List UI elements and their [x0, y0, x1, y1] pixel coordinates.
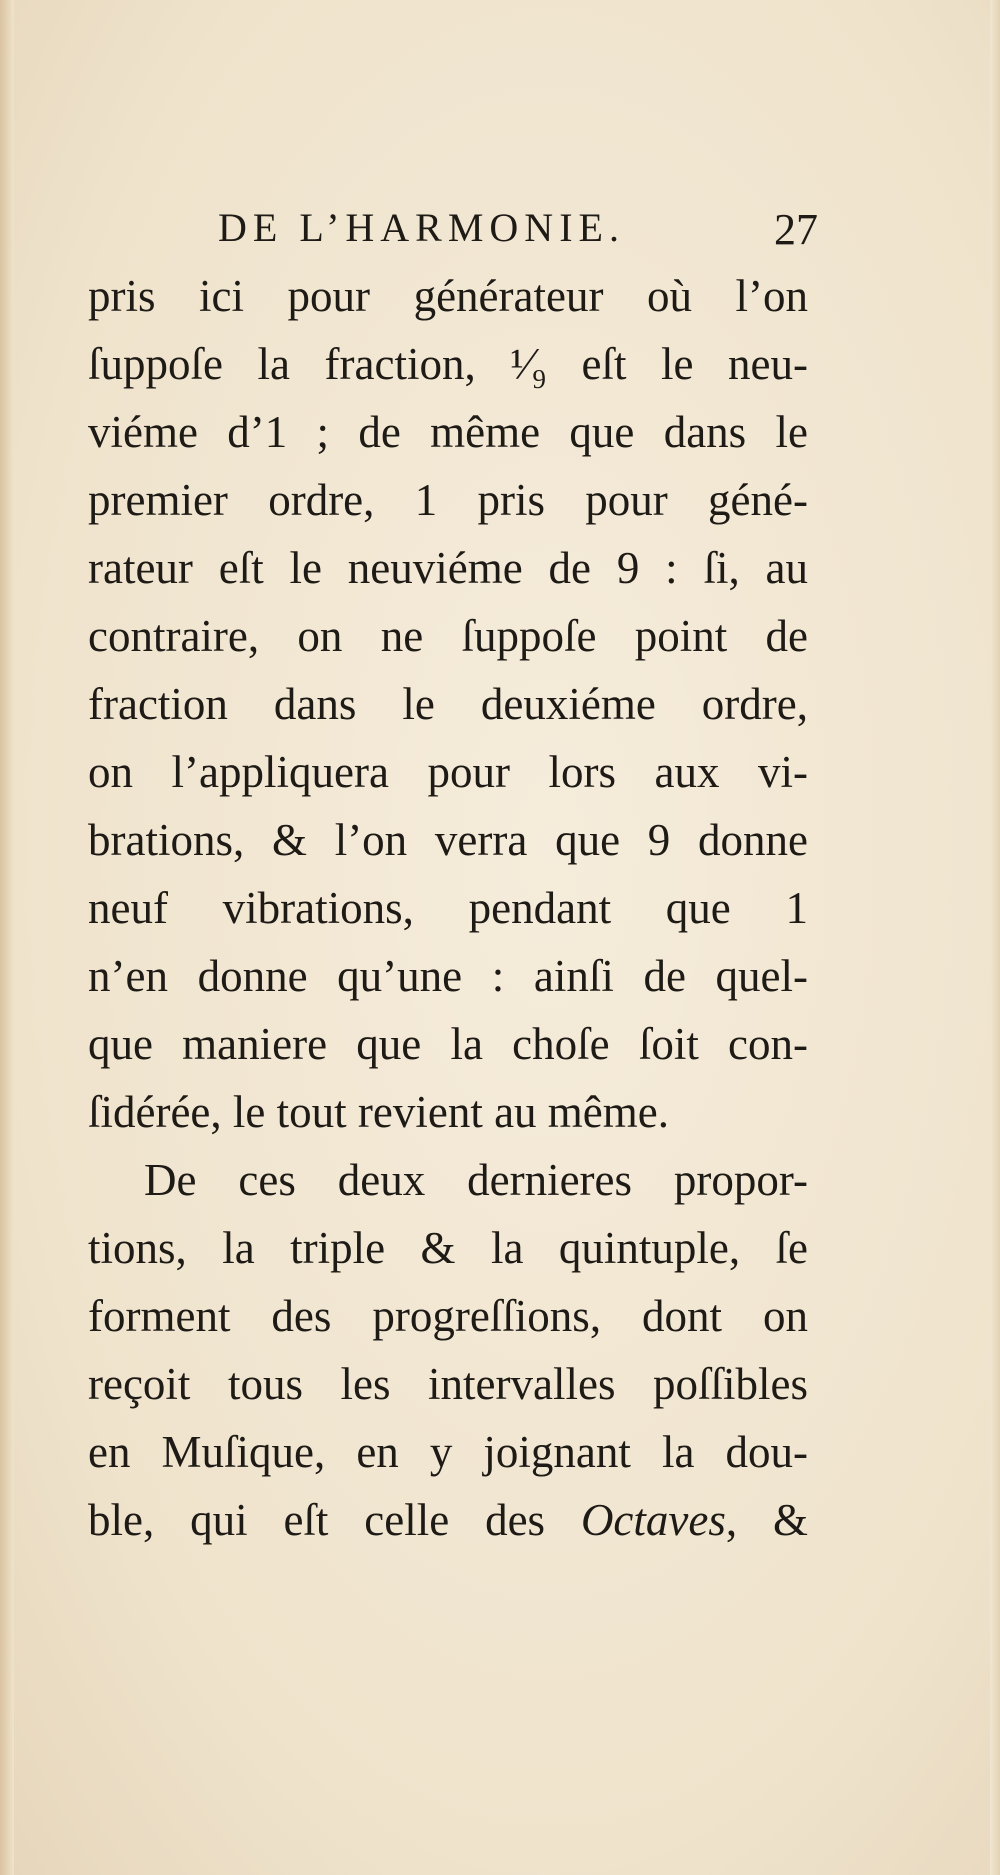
body-text [88, 262, 808, 1554]
text-line: reçoit tous les intervalles poſſibles [88, 1359, 808, 1409]
text-line: fraction dans le deuxiéme ordre, [88, 679, 808, 729]
page-edge-right [990, 0, 1000, 1875]
paragraph-first-line: De ces deux dernieres propor- [144, 1155, 808, 1205]
text-run: ble, qui eſt celle des [88, 1495, 581, 1545]
running-head: DE L’HARMONIE. [218, 205, 625, 250]
page-number: 27 [774, 205, 818, 254]
text-line-final [88, 1486, 808, 1554]
text-line: tions, la triple & la quintuple, ſe [88, 1223, 808, 1273]
text-line: en Muſique, en y joignant la dou- [88, 1427, 808, 1477]
italic-term: Octaves [580, 1495, 726, 1545]
text-line: premier ordre, 1 pris pour géné- [88, 475, 808, 525]
text-line: ſuppoſe la fraction, ¹⁄₉ eſt le neu- [88, 339, 808, 389]
text-line: viéme d’1 ; de même que dans le [88, 407, 808, 457]
text-line: n’en donne qu’une : ainſi de quel- [88, 951, 808, 1001]
text-line: neuf vibrations, pendant que 1 [88, 883, 808, 933]
page-edge-shadow [0, 0, 14, 1875]
text-line: brations, & l’on verra que 9 donne [88, 815, 808, 865]
text-line: contraire, on ne ſuppoſe point de [88, 611, 808, 661]
text-line: forment des progreſſions, dont on [88, 1291, 808, 1341]
text-line: pris ici pour générateur où l’on [88, 271, 808, 321]
text-run: , & [725, 1495, 808, 1545]
text-line: que maniere que la choſe ſoit con- [88, 1019, 808, 1069]
text-line: ſidérée, le tout revient au même. [88, 1087, 670, 1137]
text-line: rateur eſt le neuviéme de 9 : ſi, au [88, 543, 808, 593]
page-header [218, 204, 818, 260]
text-line: on l’appliquera pour lors aux vi- [88, 747, 808, 797]
